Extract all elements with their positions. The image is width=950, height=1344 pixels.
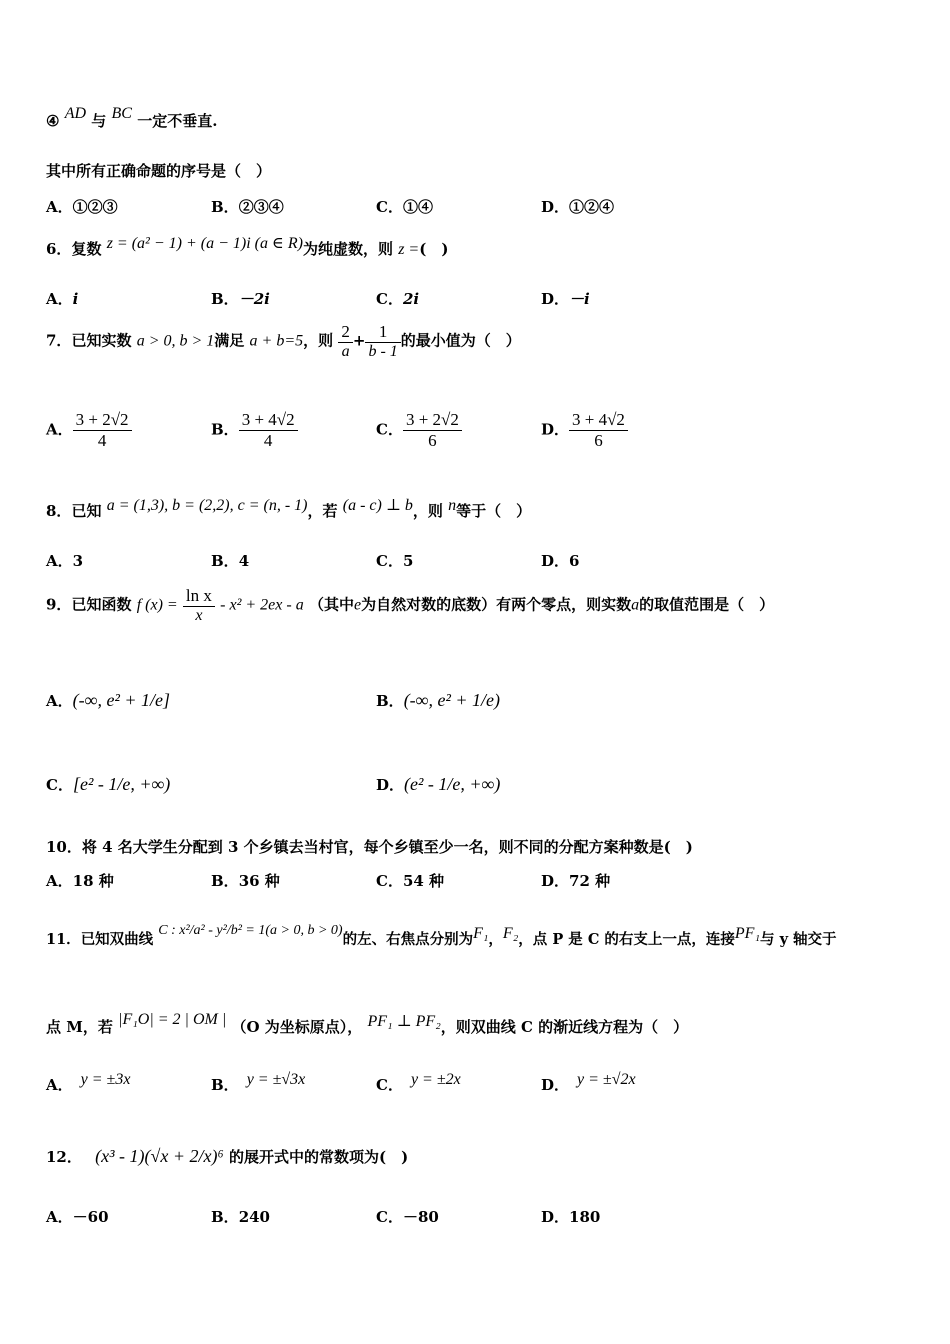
q12-option-c[interactable]: C．－80 [376,1208,439,1226]
q7-condition: a > 0, b > 1 [136,332,215,350]
item-4-and: 与 [91,112,107,130]
q5-prompt: 其中所有正确命题的序号是（ ） [46,162,272,180]
q7-number: 7． [46,331,72,350]
q8-option-a[interactable]: A．3 [46,552,84,570]
item-4-text: 一定不垂直. [137,112,218,130]
q9-option-c[interactable]: C．[e² - 1/e, +∞) [46,774,171,794]
q7-then: ，则 [303,331,334,350]
q6-option-c[interactable]: C．2i [376,290,420,308]
q10-option-b[interactable]: B．36 种 [211,872,280,890]
q8-vectors: a = (1,3), b = (2,2), c = (n, - 1) [106,497,308,514]
q9-number: 9． [46,595,72,614]
q6-formula: z = (a² − 1) + (a − 1)i (a ∈ R) [106,235,303,252]
q11-comma: ， [488,931,503,948]
q11-f2: F₂ [502,925,519,942]
q12-number: 12． [46,1148,82,1166]
q5-option-b[interactable]: B．②③④ [211,198,284,216]
q11b-perpendicular: PF₁ ⊥ PF₂ [367,1013,441,1030]
q8-option-b[interactable]: B．4 [211,552,250,570]
item-4-number: ④ [46,112,60,130]
q11-pf1: PF₁ [734,925,761,942]
vector-bc: BC [111,105,132,122]
q6-number: 6． [46,240,72,258]
q8-option-d[interactable]: D．6 [541,552,580,570]
q12-option-d[interactable]: D．180 [541,1208,601,1226]
q11-hyperbola: C : x²/a² - y²/b² = 1(a > 0, b > 0) [158,923,343,938]
q12-option-a[interactable]: A．－60 [46,1208,109,1226]
q7-stem: 7．已知实数 a > 0, b > 1满足 a + b=5，则 $\frac{2}{a}$ + $\frac{1}{b - 1}$ 的最小值为（ ） [46,322,521,360]
q10-option-c[interactable]: C．54 种 [376,872,445,890]
q9-rest: - x² + 2ex - a [220,596,304,614]
q7-option-d[interactable]: D． $\frac{3 + 4√2}{6}$ [541,410,628,451]
q6-pre: 复数 [71,240,102,258]
q5-option-d[interactable]: D．①②④ [541,198,615,216]
q9-a: a [631,596,640,614]
q11-mid2: ，点 P 是 C 的右支上一点，连接 [518,931,735,948]
q9-e: e [353,596,362,614]
q9-option-d[interactable]: D．(e² - 1/e, +∞) [376,774,501,794]
q6-post: 为纯虚数，则 [302,240,393,258]
q9-option-a[interactable]: A．(-∞, e² + 1/e] [46,690,170,710]
q7-mid: 满足 [214,331,245,350]
q7-tail: 的最小值为（ ） [400,331,521,350]
q8-then: ，则 [412,502,443,520]
q7-option-c[interactable]: C． $\frac{3 + 2√2}{6}$ [376,410,462,451]
q11-mid3: 与 y 轴交于 [760,931,837,948]
q9-f: f (x) = [136,596,178,614]
q7-option-b[interactable]: B． $\frac{3 + 4√2}{4}$ [211,410,298,451]
q8-pre: 已知 [71,502,102,520]
q11-option-b[interactable]: B． y = ±√3x [211,1071,306,1094]
q7-fraction-2: $\frac{1}{b - 1}$ [365,322,400,361]
q9-tail: 的取值范围是（ ） [639,595,775,614]
q6-option-b[interactable]: B．－2i [211,290,270,308]
q12-option-b[interactable]: B．240 [211,1208,270,1226]
q11-option-a[interactable]: A． y = ±3x [46,1071,131,1094]
q11b-mid: （O 为坐标原点）， [231,1018,363,1036]
q8-tail: 等于（ ） [456,502,532,520]
q9-stem [46,586,774,625]
q5-option-c[interactable]: C．①④ [376,198,433,216]
q9-option-b[interactable]: B．(-∞, e² + 1/e) [376,690,501,710]
q10-stem: 10．将 4 名大学生分配到 3 个乡镇去当村官，每个乡镇至少一名，则不同的分配方案种数是( ) [46,838,693,856]
q8-stem [46,497,532,521]
q11b-tail: ，则双曲线 C 的渐近线方程为（ ） [440,1018,689,1036]
q7-pre: 已知实数 [71,331,132,350]
q9-paren2: 为自然对数的底数）有两个零点，则实数 [361,595,632,614]
q11-number: 11． [46,931,81,948]
q11b-condition: |F₁O| = 2 | OM | [118,1011,227,1028]
q8-option-c[interactable]: C．5 [376,552,414,570]
q6-tail: ( ) [419,240,449,258]
q7-fraction-1: $\frac{2}{a}$ [338,322,353,361]
q8-n: n [448,497,457,514]
q5-option-a[interactable]: A．①②③ [46,198,118,216]
q8-condition: (a - c) ⊥ b [342,497,413,514]
q11b-pre: 点 M，若 [46,1018,113,1036]
q11-mid1: 的左、右焦点分别为 [342,931,474,948]
q10-option-a[interactable]: A．18 种 [46,872,114,890]
q7-sum: a + b=5 [249,332,304,350]
q9-pre: 已知函数 [71,595,132,614]
q11-option-d[interactable]: D． y = ±√2x [541,1071,636,1094]
q6-option-d[interactable]: D．－i [541,290,590,308]
q11-stem [46,923,837,949]
q9-paren1: （其中 [308,595,354,614]
q11-pre: 已知双曲线 [80,931,154,948]
q12-stem [46,1146,408,1167]
q6-stem [46,235,449,259]
item-4 [46,105,218,131]
q11-option-c[interactable]: C． y = ±2x [376,1071,461,1094]
vector-ad: AD [64,105,87,122]
q6-z: z = [398,241,420,258]
q12-expression: (x³ - 1)(√x + 2/x)⁶ [95,1146,224,1166]
q9-fraction: $\frac{\text{ln x}}{x}$ [183,586,215,625]
q8-number: 8． [46,502,72,520]
q11-stem-continued [46,1011,689,1037]
q7-option-a[interactable]: A． $\frac{3 + 2√2}{4}$ [46,410,132,451]
q12-tail: 的展开式中的常数项为( ) [228,1148,409,1166]
q11-f1: F₁ [473,925,489,942]
q6-option-a[interactable]: A．i [46,290,79,308]
q8-if: ，若 [307,502,338,520]
q10-option-d[interactable]: D．72 种 [541,872,611,890]
